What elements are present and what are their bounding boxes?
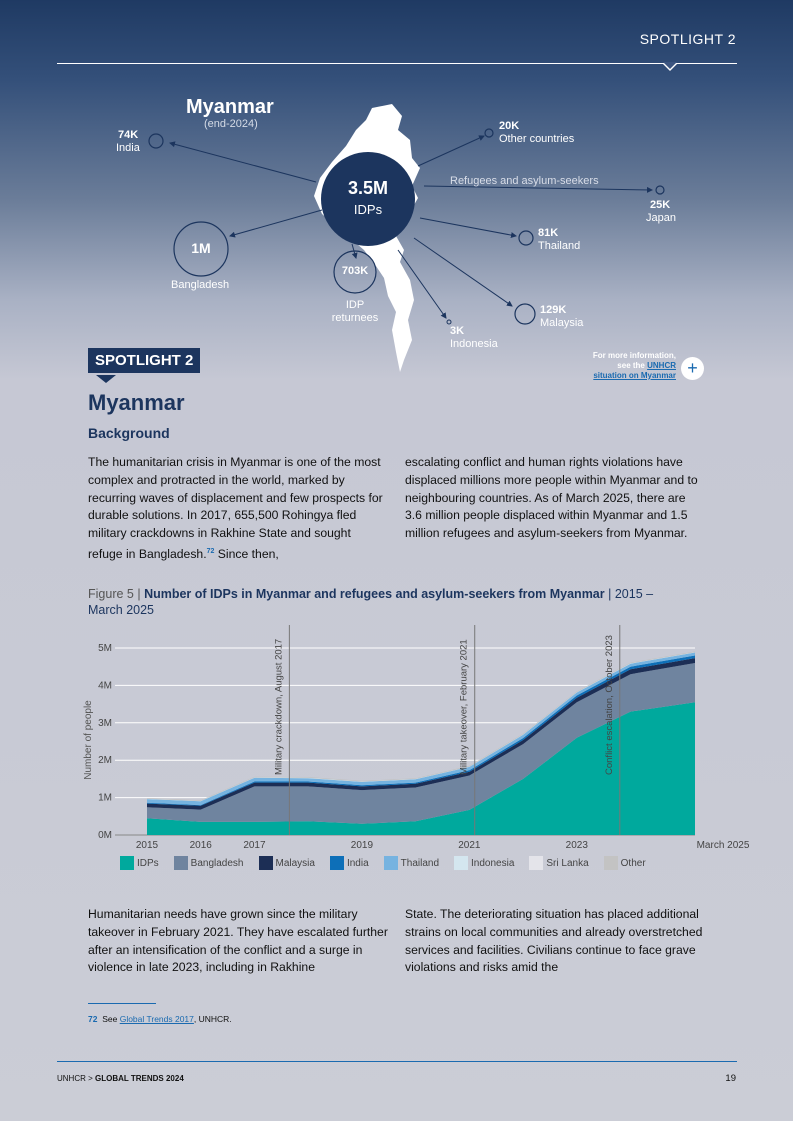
annotation-label: Conflict escalation, October 2023 (603, 635, 615, 775)
legend-item (604, 856, 646, 870)
y-tick-label: 3M (98, 717, 112, 729)
page-number: 19 (725, 1073, 736, 1084)
footnote (88, 1014, 232, 1024)
footer-left (57, 1074, 184, 1083)
y-tick-label: 0M (98, 830, 112, 841)
more-info-line1: For more information, (592, 351, 676, 360)
x-tick-label: 2019 (350, 840, 374, 851)
figure-range: | 2015 – March 2025 (88, 587, 654, 617)
idp-label: IDPs (353, 202, 383, 217)
india-label: India (116, 142, 140, 154)
thailand-label: Thailand (538, 240, 581, 252)
situation-link[interactable]: situation on Myanmar (593, 371, 676, 380)
y-tick-label: 5M (98, 643, 112, 654)
para1-right: escalating conflict and human rights violations have displaced millions more people within Myanmar and to neighbouring countries. As of March 2025, there are 3.6 million people displaced within Myanmar and 1.5 million refugees and asylum-seekers from Myanmar. (405, 455, 698, 541)
legend-item (259, 856, 315, 870)
legend-swatch (529, 856, 543, 870)
malaysia-label: Malaysia (540, 317, 584, 329)
footer-rule (57, 1061, 737, 1062)
bangladesh-value: 1M (191, 240, 211, 256)
legend-item (384, 856, 439, 870)
section-header: SPOTLIGHT 2 (639, 31, 736, 47)
footnote-rule (88, 1003, 156, 1004)
figure-caption (88, 586, 688, 618)
legend-label: IDPs (137, 857, 159, 869)
legend-label: Other (620, 857, 646, 869)
x-tick-label: 2015 (135, 840, 159, 851)
thailand-circle (519, 231, 533, 245)
figure-label: Figure 5 | (88, 587, 141, 601)
indonesia-value: 3K (450, 325, 465, 337)
legend-swatch (384, 856, 398, 870)
legend-swatch (330, 856, 344, 870)
other-label: Other countries (499, 133, 575, 145)
malaysia-value: 129K (540, 304, 567, 316)
y-tick-label: 1M (98, 792, 112, 804)
bangladesh-label: Bangladesh (171, 279, 230, 291)
annotation-label: Military takeover, February 2021 (458, 639, 470, 775)
idp-circle (321, 152, 415, 246)
chart-legend (120, 856, 661, 870)
x-tick-label: 2023 (565, 840, 588, 851)
unhcr-link[interactable]: UNHCR (647, 361, 676, 370)
y-tick-label: 4M (98, 680, 112, 692)
para1-left-text: The humanitarian crisis in Myanmar is one of the most complex and protracted in the world, marked by recurring waves of displacement and few prospects for durable solutions. In 2017, 655,500 Rohingya fled military crackdowns in Rakhine State and sought refuge in Bangladesh. (88, 455, 383, 562)
japan-circle (656, 186, 664, 194)
footer-report: GLOBAL TRENDS 2024 (95, 1074, 184, 1083)
idp-value: 3.5M (347, 178, 389, 198)
plus-icon[interactable]: + (681, 357, 704, 380)
spotlight-badge: SPOTLIGHT 2 (88, 348, 200, 373)
legend-label: India (346, 857, 369, 869)
figure-title: Number of IDPs in Myanmar and refugees and asylum-seekers from Myanmar (144, 587, 605, 601)
japan-label: Japan (646, 212, 676, 224)
map-title: Myanmar (186, 96, 274, 118)
malaysia-circle (515, 304, 535, 324)
legend-item (330, 856, 369, 870)
spotlight-badge-pointer (96, 375, 116, 383)
legend-swatch (120, 856, 134, 870)
more-info-line2: see the (617, 361, 645, 370)
y-tick-label: 2M (98, 755, 112, 767)
returnees-label: IDP returnees (331, 299, 379, 324)
y-axis-label: Number of people (83, 700, 94, 780)
area-chart (80, 620, 760, 852)
indonesia-circle (447, 320, 451, 324)
returnees-value: 703K (341, 265, 369, 277)
section-subtitle: Background (88, 425, 170, 441)
legend-label: Thailand (400, 857, 440, 869)
other-circle (485, 129, 493, 137)
legend-item (529, 856, 588, 870)
india-value: 74K (118, 129, 139, 141)
legend-label: Malaysia (275, 857, 315, 869)
footnote-number: 72 (88, 1014, 98, 1024)
x-tick-label: 2017 (243, 840, 266, 851)
para1-left-tail: Since then, (214, 547, 279, 562)
footnote-ref[interactable]: 72 (206, 547, 215, 555)
legend-swatch (454, 856, 468, 870)
para1-left (88, 454, 388, 564)
legend-swatch (174, 856, 188, 870)
legend-item (454, 856, 514, 870)
para2-left: Humanitarian needs have grown since the military takeover in February 2021. They have escalated further after an intensification of the conflict and a surge in violence in late 2023, including in Rakhine (88, 907, 388, 975)
more-info (593, 351, 676, 381)
flow-label: Refugees and asylum-seekers (450, 175, 599, 187)
footer-org: UNHCR > (57, 1074, 96, 1083)
legend-label: Sri Lanka (546, 857, 589, 869)
legend-item (120, 856, 159, 870)
footnote-pre: See (102, 1014, 118, 1024)
footnote-post: , UNHCR. (193, 1014, 232, 1024)
other-value: 20K (499, 120, 520, 132)
thailand-value: 81K (538, 227, 559, 239)
indonesia-label: Indonesia (450, 338, 498, 350)
x-tick-label: 2016 (189, 840, 212, 851)
japan-value: 25K (650, 199, 671, 211)
global-trends-2017-link[interactable]: Global Trends 2017 (119, 1014, 194, 1024)
annotation-label: Military crackdown, August 2017 (273, 638, 285, 775)
page-title: Myanmar (88, 390, 185, 415)
legend-item (174, 856, 244, 870)
x-tick-label: 2021 (458, 840, 481, 851)
x-tick-label: March 2025 (696, 840, 750, 851)
legend-label: Bangladesh (190, 857, 244, 869)
legend-label: Indonesia (471, 857, 515, 869)
para2-right: State. The deteriorating situation has placed additional strains on local communities and already overstretched services and facilities. Civilians continue to face grave violations and risks amid the (405, 907, 703, 975)
legend-swatch (604, 856, 618, 870)
india-circle (149, 134, 163, 148)
map-subtitle: (end-2024) (204, 118, 258, 130)
legend-swatch (259, 856, 273, 870)
